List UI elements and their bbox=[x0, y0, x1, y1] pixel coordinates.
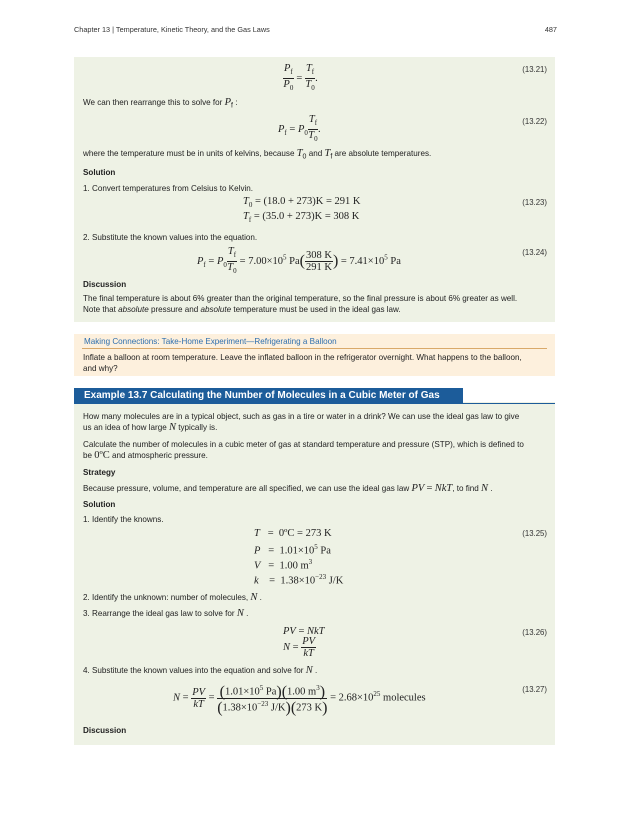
equation-number: (13.26) bbox=[522, 628, 547, 637]
step-4: 4. Substitute the known values into the equation and solve for N . bbox=[83, 665, 318, 676]
equation-number: (13.22) bbox=[522, 117, 547, 126]
equation-13-27: N = $\frac{PV}{kT}$ = $\frac{(1.01\times 10^5 Pa)(1.00 m^3)}{(1.38\times 10^{-23} J/K)(273 K)}$ = $2.68\times 10^{25}$ molecules bbox=[173, 683, 426, 717]
connections-body-1: Inflate a balloon at room temperature. Leave the inflated balloon in the refrigerator overnight. What happens to the balloon, bbox=[83, 353, 522, 362]
equation-number: (13.25) bbox=[522, 529, 547, 538]
strategy-heading: Strategy bbox=[83, 468, 116, 477]
example-intro-1: How many molecules are in a typical object, such as gas in a tire or water in a drink? We can use the ideal gas law to give bbox=[83, 412, 520, 421]
discussion-heading: Discussion bbox=[83, 280, 127, 289]
step-2: 2. Substitute the known values into the equation. bbox=[83, 233, 258, 242]
equation-number: (13.24) bbox=[522, 248, 547, 257]
equation-13-25-line1: T = 0ºC = 273 K bbox=[254, 528, 332, 539]
making-connections-title: Making Connections: Take-Home Experiment—Refrigerating a Balloon bbox=[84, 337, 337, 346]
equation-13-25-line3: V = 1.00 $m^3$ bbox=[254, 558, 313, 572]
equation-13-25-line2: $P = 1.01\times 10^5$ Pa bbox=[254, 543, 331, 557]
solution-heading: Solution bbox=[83, 500, 116, 509]
step-2: 2. Identify the unknown: number of molecules, N . bbox=[83, 592, 262, 603]
example-intro-2: us an idea of how large N typically is. bbox=[83, 422, 218, 433]
equation-13-23-line1: $T_0 = (18.0 + 273)K = 291$ K bbox=[243, 196, 361, 210]
running-header-chapter: Chapter 13 | Temperature, Kinetic Theory, and the Gas Laws bbox=[74, 25, 270, 34]
connections-body-2: and why? bbox=[83, 364, 118, 373]
example-calc-1: Calculate the number of molecules in a cubic meter of gas at standard temperature and pressure (STP), which is defined to bbox=[83, 440, 524, 449]
equation-13-24: $P_f = P_0$ $\frac{T_f}{T_0}$ = $7.00\times 10^5$ Pa( $\frac{308 K}{291 K}$ ) = $7.41\times 10^5$ Pa bbox=[197, 246, 401, 276]
strategy-text: Because pressure, volume, and temperature are all specified, we can use the ideal gas law PV = NkT, to find N . bbox=[83, 483, 493, 494]
discussion-heading: Discussion bbox=[83, 726, 127, 735]
example-calc-2: be 0ºC and atmospheric pressure. bbox=[83, 450, 208, 461]
page-number: 487 bbox=[544, 25, 557, 34]
divider bbox=[82, 348, 547, 349]
step-1: 1. Identify the knowns. bbox=[83, 515, 164, 524]
rearrange-text: We can then rearrange this to solve for $P_f$ : bbox=[83, 97, 238, 110]
equation-number: (13.23) bbox=[522, 198, 547, 207]
discussion-line-2: Note that absolute pressure and absolute temperature must be used in the ideal gas law. bbox=[83, 305, 401, 314]
equation-13-25-line4: k = $1.38\times 10^{-23}$ J/K bbox=[254, 573, 344, 587]
discussion-line-1: The final temperature is about 6% greater than the original temperature, so the final pressure is about 6% greater as well. bbox=[83, 294, 518, 303]
equation-number: (13.27) bbox=[522, 685, 547, 694]
equation-13-26-line2: N = $\frac{PV}{kT}$ bbox=[283, 636, 316, 659]
equation-13-22: $P_f = P_0$ $\frac{T_f}{T_0}$ . bbox=[278, 114, 321, 144]
step-3: 3. Rearrange the ideal gas law to solve for N . bbox=[83, 608, 249, 619]
example-title: Example 13.7 Calculating the Number of Molecules in a Cubic Meter of Gas bbox=[74, 388, 463, 404]
divider bbox=[74, 403, 555, 404]
solution-heading: Solution bbox=[83, 168, 116, 177]
equation-number: (13.21) bbox=[522, 65, 547, 74]
equation-13-26-line1: PV = NkT bbox=[283, 626, 325, 637]
equation-13-21: $\frac{P_f}{P_0}$ = $\frac{T_f}{T_0}$ . bbox=[283, 63, 318, 93]
kelvin-note: where the temperature must be in units of kelvins, because $T_0$ and $T_f$ are absolute temperatures. bbox=[83, 148, 432, 161]
step-1: 1. Convert temperatures from Celsius to Kelvin. bbox=[83, 184, 254, 193]
equation-13-23-line2: $T_f = (35.0 + 273)K = 308$ K bbox=[243, 211, 360, 225]
